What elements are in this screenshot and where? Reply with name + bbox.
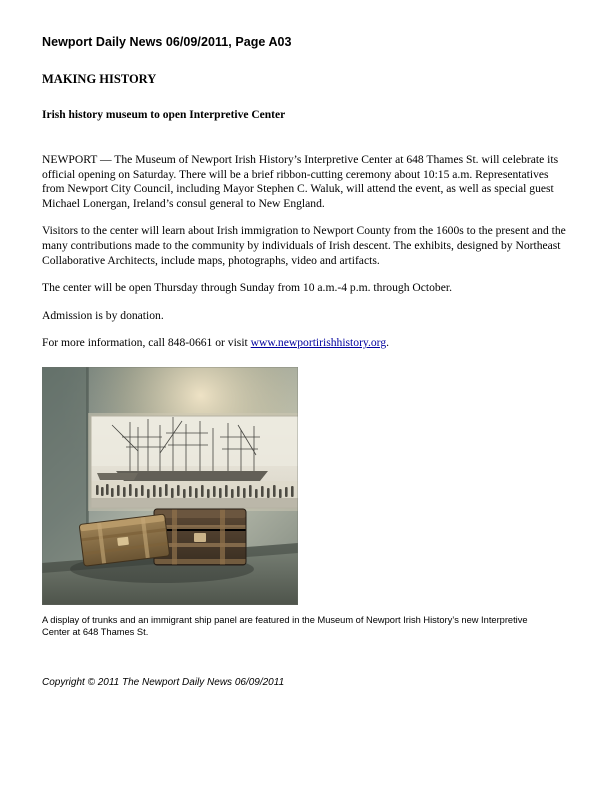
paragraph-contact xyxy=(42,336,570,351)
copyright-notice: Copyright © 2011 The Newport Daily News 06/09/2011 xyxy=(42,677,285,688)
paragraph-2: Visitors to the center will learn about Irish immigration to Newport County from the 1600s to the present and the many contributions made to the community by individuals of Irish descent. The exhibits, designed by Northeast Collaborative Architects, include maps, photographs, video and artifacts. xyxy=(42,224,566,267)
article-body xyxy=(42,34,570,351)
section-label: MAKING HISTORY xyxy=(42,72,157,86)
paragraph-4: Admission is by donation. xyxy=(42,308,164,322)
photo-caption: A display of trunks and an immigrant ship panel are featured in the Museum of Newport Irish History’s new Interpretive Center at 648 Thames St. xyxy=(42,615,528,638)
page-title: Newport Daily News 06/09/2011, Page A03 xyxy=(42,35,292,49)
article-photo xyxy=(42,367,298,605)
contact-suffix: . xyxy=(386,336,390,350)
website-link[interactable]: www.newportirishhistory.org xyxy=(250,336,387,350)
paragraph-3: The center will be open Thursday through Sunday from 10 a.m.-4 p.m. through October. xyxy=(42,281,452,295)
article-subhead: Irish history museum to open Interpretive Center xyxy=(42,109,286,121)
paragraph-1: NEWPORT — The Museum of Newport Irish History’s Interpretive Center at 648 Thames St. will celebrate its official opening on Saturday. There will be a brief ribbon-cutting ceremony about 10:15 a.m. Representatives from Newport City Council, including Mayor Stephen C. Waluk, will attend the event, as well as special guest Michael Lonergan, Ireland’s consul general to New England. xyxy=(42,153,559,210)
contact-prefix: For more information, call 848-0661 or visit xyxy=(42,336,251,350)
museum-display-photo xyxy=(42,367,298,605)
